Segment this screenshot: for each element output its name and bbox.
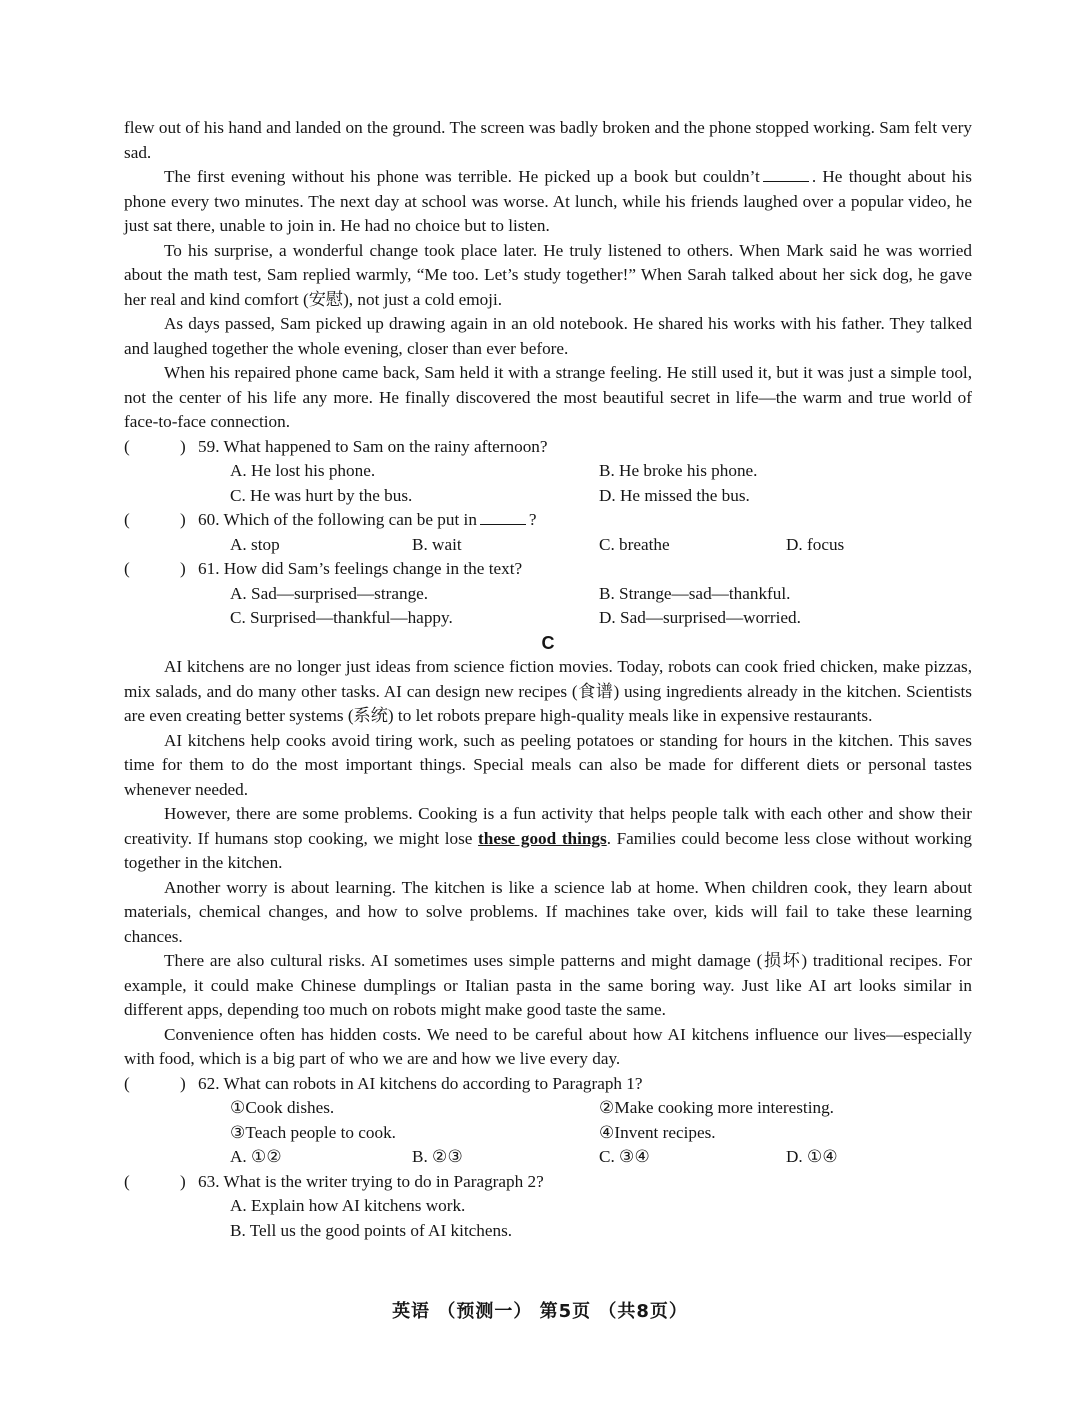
question-60 xyxy=(124,508,972,533)
option-c: C. ③④ xyxy=(599,1147,650,1166)
option-a: A. Explain how AI kitchens work. xyxy=(230,1196,466,1215)
options-row xyxy=(124,1194,972,1219)
answer-paren-open: ( xyxy=(124,559,130,578)
passage-c-paragraph-3 xyxy=(124,802,972,876)
question-stem: 61. How did Sam’s feelings change in the text? xyxy=(198,559,523,578)
question-stem: 63. What is the writer trying to do in Paragraph 2? xyxy=(198,1171,544,1191)
passage-b-paragraph-3: To his surprise, a wonderful change took place later. He truly listened to others. When Mark said he was worried about the math test, Sam replied warmly, “Me too. Let’s study together!” When Sarah talked about her sick dog, he gave her real and kind comfort (安慰), not just a cold emoji. xyxy=(124,240,972,309)
question-61 xyxy=(124,557,972,582)
passage-b-paragraph-5: When his repaired phone came back, Sam held it with a strange feeling. He still used it, but it was just a simple tool, not the center of his life any more. He finally discovered the most beautiful secret in life—the warm and true world of face-to-face connection. xyxy=(124,363,972,431)
passage-b-paragraph-4: As days passed, Sam picked up drawing again in an old notebook. He shared his works with his father. They talked and laughed together the whole evening, closer than ever before. xyxy=(124,314,972,358)
answer-paren-open: ( xyxy=(124,1171,130,1191)
page-footer: 英语 （预测一） 第5页 （共8页） xyxy=(392,1301,688,1322)
options-row xyxy=(124,1219,972,1244)
option-b: B. Tell us the good points of AI kitchens. xyxy=(230,1220,513,1240)
question-59 xyxy=(124,435,972,460)
paragraph-text: The first evening without his phone was terrible. He picked up a book but couldn’t xyxy=(164,167,760,186)
option-c: C. breathe xyxy=(599,534,670,554)
paragraph-text: . He thought about his phone every two minutes. The next day at school was worse. At lunch, while his friends laughed over a popular video, he just sat there, unable to join in. He had no choice but to listen. xyxy=(124,167,972,235)
statements-row xyxy=(124,1096,972,1121)
passage-c-paragraph-1: AI kitchens are no longer just ideas from science fiction movies. Today, robots can cook fried chicken, make pizzas, mix salads, and do many other tasks. AI can design new recipes (食谱) using ingredients already in the kitchen. Scientists are even creating better systems (系统) to let robots prepare high-quality meals like in expensive restaurants. xyxy=(124,657,972,725)
option-b: B. ②③ xyxy=(412,1147,463,1166)
statements-row xyxy=(124,1121,972,1146)
option-d: D. Sad—surprised—worried. xyxy=(599,608,801,627)
answer-paren-close: ) xyxy=(180,436,186,456)
question-62 xyxy=(124,1072,972,1097)
statement-2: ②Make cooking more interesting. xyxy=(599,1098,834,1117)
option-c: C. Surprised—thankful—happy. xyxy=(230,608,453,627)
options-row xyxy=(124,582,972,607)
underlined-phrase: these good things xyxy=(478,828,607,848)
answer-paren-close: ) xyxy=(180,510,186,529)
options-row xyxy=(124,459,972,484)
option-c: C. He was hurt by the bus. xyxy=(230,485,413,505)
option-a: A. stop xyxy=(230,534,280,554)
option-a: A. Sad—surprised—strange. xyxy=(230,583,429,603)
statement-4: ④Invent recipes. xyxy=(599,1122,716,1142)
passage-b-paragraph-1: flew out of his hand and landed on the ground. The screen was badly broken and the phone stopped working. Sam felt very sad. xyxy=(124,118,972,162)
passage-b-paragraph-2 xyxy=(124,165,972,239)
options-row xyxy=(124,606,972,631)
answer-paren-open: ( xyxy=(124,1073,130,1093)
options-row xyxy=(124,484,972,509)
question-stem: 59. What happened to Sam on the rainy afternoon? xyxy=(198,436,548,456)
passage-c-paragraph-4: Another worry is about learning. The kitchen is like a science lab at home. When children cook, they learn about materials, chemical changes, and how to solve problems. If machines take over, kids will fail to take these learning chances. xyxy=(124,877,972,946)
question-stem: 62. What can robots in AI kitchens do according to Paragraph 1? xyxy=(198,1073,643,1093)
option-a: A. ①② xyxy=(230,1147,282,1166)
question-stem-text: ? xyxy=(528,510,537,529)
answer-paren-close: ) xyxy=(180,559,186,578)
option-d: D. focus xyxy=(786,534,845,554)
option-a: A. He lost his phone. xyxy=(230,461,376,480)
answer-paren-open: ( xyxy=(124,510,130,529)
answer-blank xyxy=(480,524,526,525)
option-d: D. ①④ xyxy=(786,1147,838,1166)
page-content xyxy=(124,116,972,1243)
paragraph-text: However, there are some problems. Cooking is a fun activity that helps people talk with each other and show their creativity. If humans stop cooking, we might lose xyxy=(124,804,972,848)
question-63 xyxy=(124,1170,972,1195)
option-b: B. Strange—sad—thankful. xyxy=(599,583,791,603)
paragraph-text: . Families could become less close without working together in the kitchen. xyxy=(124,828,973,872)
options-row xyxy=(124,533,972,558)
question-stem-text: 60. Which of the following can be put in xyxy=(198,510,477,529)
passage-c-paragraph-6: Convenience often has hidden costs. We need to be careful about how AI kitchens influence our lives—especially with food, which is a big part of who we are and how we live every day. xyxy=(124,1024,972,1068)
option-b: B. wait xyxy=(412,534,462,554)
answer-paren-open: ( xyxy=(124,436,130,456)
section-c-heading: C xyxy=(541,632,555,653)
statement-3: ③Teach people to cook. xyxy=(230,1122,396,1142)
passage-c-paragraph-5: There are also cultural risks. AI sometimes uses simple patterns and might damage (损坏) traditional recipes. For example, it could make Chinese dumplings or Italian pasta in the same boring way. Just like AI art looks similar in different apps, depending too much on robots might make good taste the same. xyxy=(124,951,972,1019)
option-b: B. He broke his phone. xyxy=(599,461,758,480)
answer-blank xyxy=(763,181,809,182)
answer-paren-close: ) xyxy=(180,1073,186,1093)
answer-paren-close: ) xyxy=(180,1171,186,1191)
options-row xyxy=(124,1145,972,1170)
passage-c-paragraph-2: AI kitchens help cooks avoid tiring work, such as peeling potatoes or standing for hours in the kitchen. This saves time for them to do the most important things. Special meals can also be made for different diets or personal tastes whenever needed. xyxy=(124,730,972,799)
option-d: D. He missed the bus. xyxy=(599,485,750,505)
question-stem xyxy=(198,508,537,533)
statement-1: ①Cook dishes. xyxy=(230,1098,335,1117)
